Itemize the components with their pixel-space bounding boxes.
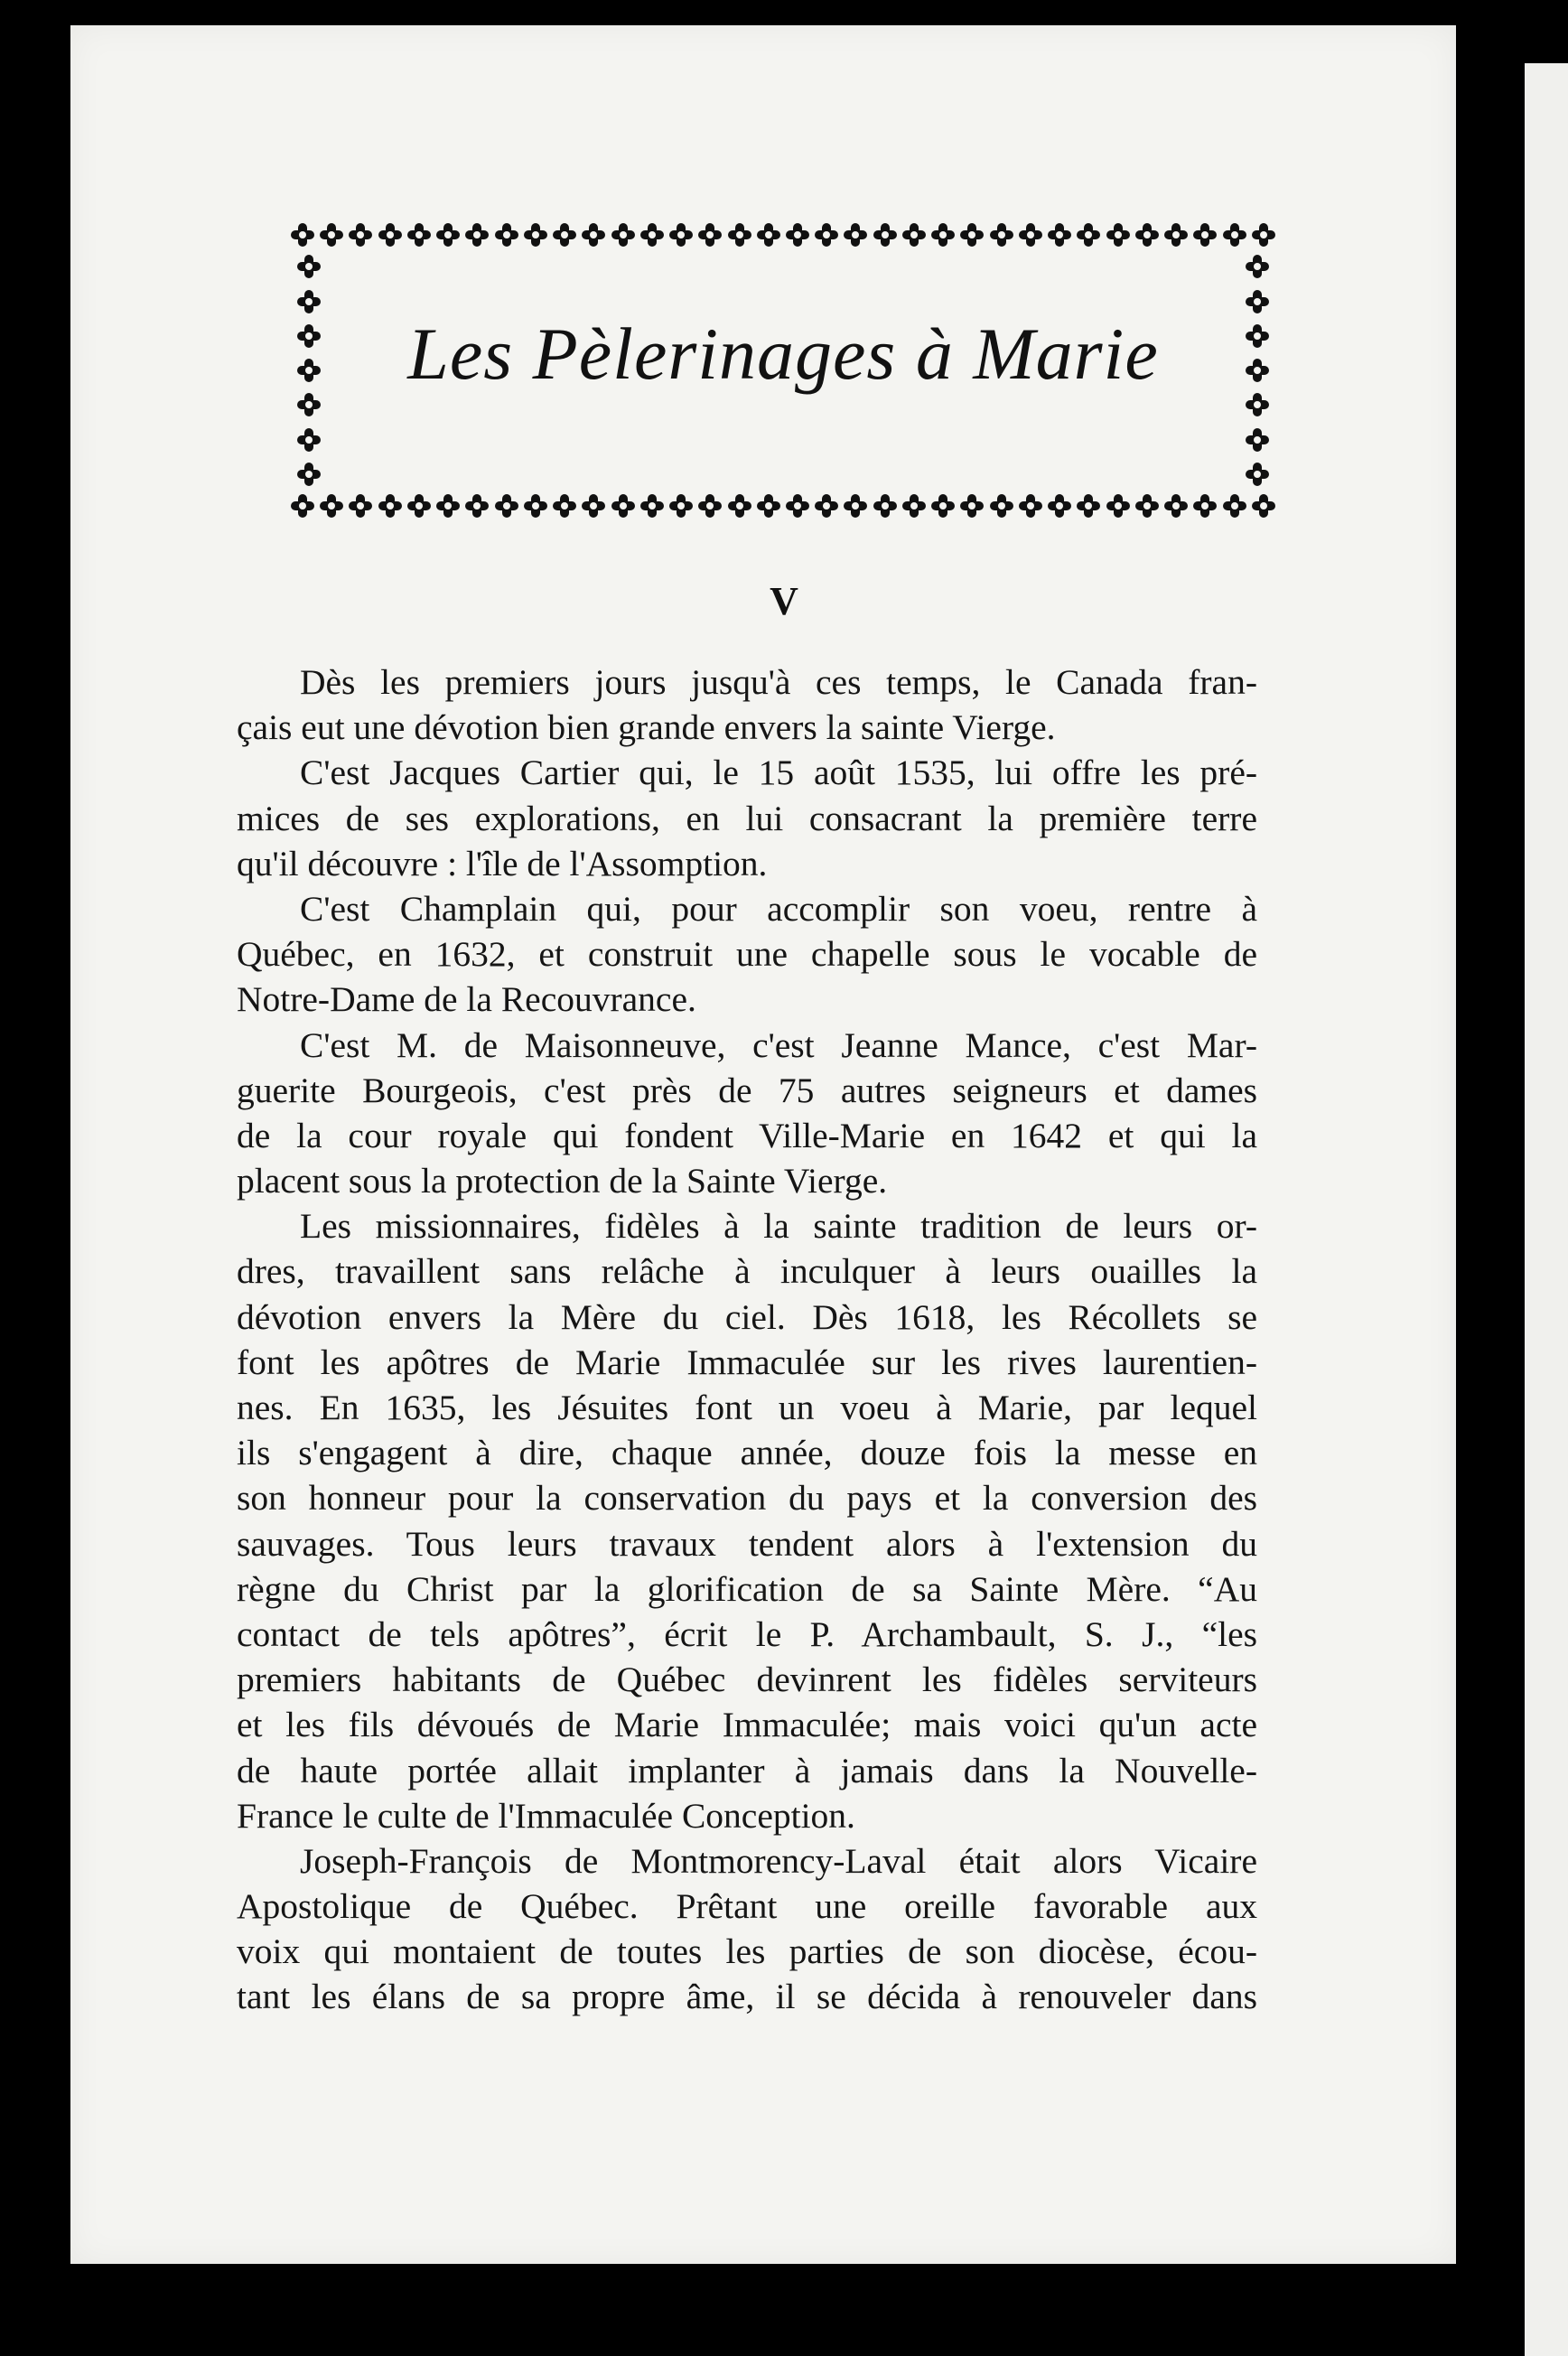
text-line: premiers habitants de Québec devinrent les fidèles serviteurs [237,1659,1257,1700]
fleuron-icon [524,494,547,518]
text-line: de haute portée allait implanter à jamais dans la Nouvelle- [237,1750,1257,1790]
fleuron-icon [786,223,809,247]
fleuron-icon [728,223,751,247]
fleuron-icon [669,223,693,247]
ornament-bottom-row [291,488,1275,524]
fleuron-icon [902,223,926,247]
fleuron-icon [297,290,321,313]
ornament-top-row [291,217,1275,253]
fleuron-icon [349,223,372,247]
fleuron-icon [495,494,518,518]
fleuron-icon [1246,428,1269,452]
fleuron-icon [1246,255,1269,278]
text-line: guerite Bourgeois, c'est près de 75 autres seigneurs et dames [237,1070,1257,1110]
fleuron-icon [757,223,780,247]
fleuron-icon [297,463,321,486]
fleuron-icon [407,494,431,518]
fleuron-icon [728,494,751,518]
text-line: contact de tels apôtres”, écrit le P. Archambault, S. J., “les [237,1613,1257,1654]
fleuron-icon [1106,223,1130,247]
fleuron-icon [378,223,402,247]
fleuron-icon [611,494,635,518]
text-line: de la cour royale qui fondent Ville-Marie en 1642 et qui la [237,1115,1257,1155]
text-line: C'est M. de Maisonneuve, c'est Jeanne Mance, c'est Mar- [300,1024,1257,1065]
fleuron-icon [1106,494,1130,518]
fleuron-icon [611,223,635,247]
fleuron-icon [640,223,664,247]
fleuron-icon [960,223,984,247]
page-title: Les Pèlerinages à Marie [407,313,1159,395]
fleuron-icon [297,428,321,452]
fleuron-icon [698,494,722,518]
fleuron-icon [931,223,955,247]
fleuron-icon [436,223,460,247]
text-line: font les apôtres de Marie Immaculée sur les rives laurentien- [237,1342,1257,1382]
fleuron-icon [1223,494,1246,518]
fleuron-icon [1135,494,1159,518]
fleuron-icon [1246,463,1269,486]
fleuron-icon [1077,223,1100,247]
fleuron-icon [582,223,605,247]
fleuron-icon [844,223,867,247]
text-line: nes. En 1635, les Jésuites font un voeu à Marie, par lequel [237,1388,1257,1427]
fleuron-icon [465,223,489,247]
fleuron-icon [902,494,926,518]
fleuron-icon [553,223,576,247]
fleuron-icon [1193,223,1217,247]
text-line: voix qui montaient de toutes les parties de son diocèse, écou- [237,1931,1257,1972]
text-line: ils s'engagent à dire, chaque année, douze fois la messe en [237,1433,1257,1473]
text-line: dévotion envers la Mère du ciel. Dès 1618, les Récollets se [237,1296,1257,1337]
fleuron-icon [990,494,1013,518]
text-line: règne du Christ par la glorification de sa Sainte Mère. “Au [237,1568,1257,1609]
fleuron-icon [669,494,693,518]
fleuron-icon [349,494,372,518]
text-line: placent sous la protection de la Sainte Vierge. [237,1161,888,1201]
fleuron-icon [436,494,460,518]
text-line: et les fils dévoués de Marie Immaculée; mais voici qu'un acte [237,1705,1257,1745]
text-line: qu'il découvre : l'île de l'Assomption. [237,843,768,884]
fleuron-icon [1048,223,1071,247]
fleuron-icon [1135,223,1159,247]
fleuron-icon [960,494,984,518]
text-line: Apostolique de Québec. Prêtant une oreille favorable aux [237,1886,1257,1927]
text-line: C'est Jacques Cartier qui, le 15 août 1535, lui offre les pré- [300,753,1257,793]
text-line: France le culte de l'Immaculée Conception. [237,1795,855,1836]
fleuron-icon [698,223,722,247]
fleuron-icon [465,494,489,518]
body-text [237,659,1257,2020]
fleuron-icon [1164,494,1188,518]
fleuron-icon [815,494,838,518]
fleuron-icon [757,494,780,518]
fleuron-icon [1252,494,1275,518]
fleuron-icon [844,494,867,518]
fleuron-icon [1019,494,1042,518]
fleuron-icon [640,494,664,518]
fleuron-icon [1193,494,1217,518]
text-line: Les missionnaires, fidèles à la sainte tradition de leurs or- [300,1206,1257,1247]
text-line: dres, travaillent sans relâche à inculquer à leurs ouailles la [237,1251,1257,1292]
fleuron-icon [378,494,402,518]
fleuron-icon [786,494,809,518]
text-line: Notre-Dame de la Recouvrance. [237,979,696,1020]
fleuron-icon [931,494,955,518]
fleuron-icon [815,223,838,247]
fleuron-icon [291,494,314,518]
fleuron-icon [582,494,605,518]
text-line: tant les élans de sa propre âme, il se décida à renouveler dans [237,1977,1257,2017]
fleuron-icon [873,494,897,518]
fleuron-icon [1019,223,1042,247]
fleuron-icon [1246,393,1269,416]
text-line: sauvages. Tous leurs travaux tendent alors à l'extension du [237,1523,1257,1564]
chapter-number: V [770,579,798,623]
fleuron-icon [1164,223,1188,247]
fleuron-icon [407,223,431,247]
fleuron-icon [297,255,321,278]
fleuron-icon [873,223,897,247]
fleuron-icon [990,223,1013,247]
fleuron-icon [495,223,518,247]
text-line: Dès les premiers jours jusqu'à ces temps, le Canada fran- [300,662,1257,702]
text-line: C'est Champlain qui, pour accomplir son voeu, rentre à [300,888,1257,929]
text-line: Joseph-François de Montmorency-Laval était alors Vicaire [300,1840,1257,1881]
fleuron-icon [1077,494,1100,518]
text-line: çais eut une dévotion bien grande envers la sainte Vierge. [237,707,1056,748]
fleuron-icon [297,393,321,416]
text-line: Québec, en 1632, et construit une chapelle sous le vocable de [237,934,1257,975]
fleuron-icon [553,494,576,518]
adjacent-page-edge [1525,63,1568,2356]
text-line: mices de ses explorations, en lui consacrant la première terre [237,798,1257,838]
text-line: son honneur pour la conservation du pays et la conversion des [237,1478,1257,1519]
fleuron-icon [1246,290,1269,313]
fleuron-icon [1048,494,1071,518]
fleuron-icon [524,223,547,247]
fleuron-icon [320,494,343,518]
